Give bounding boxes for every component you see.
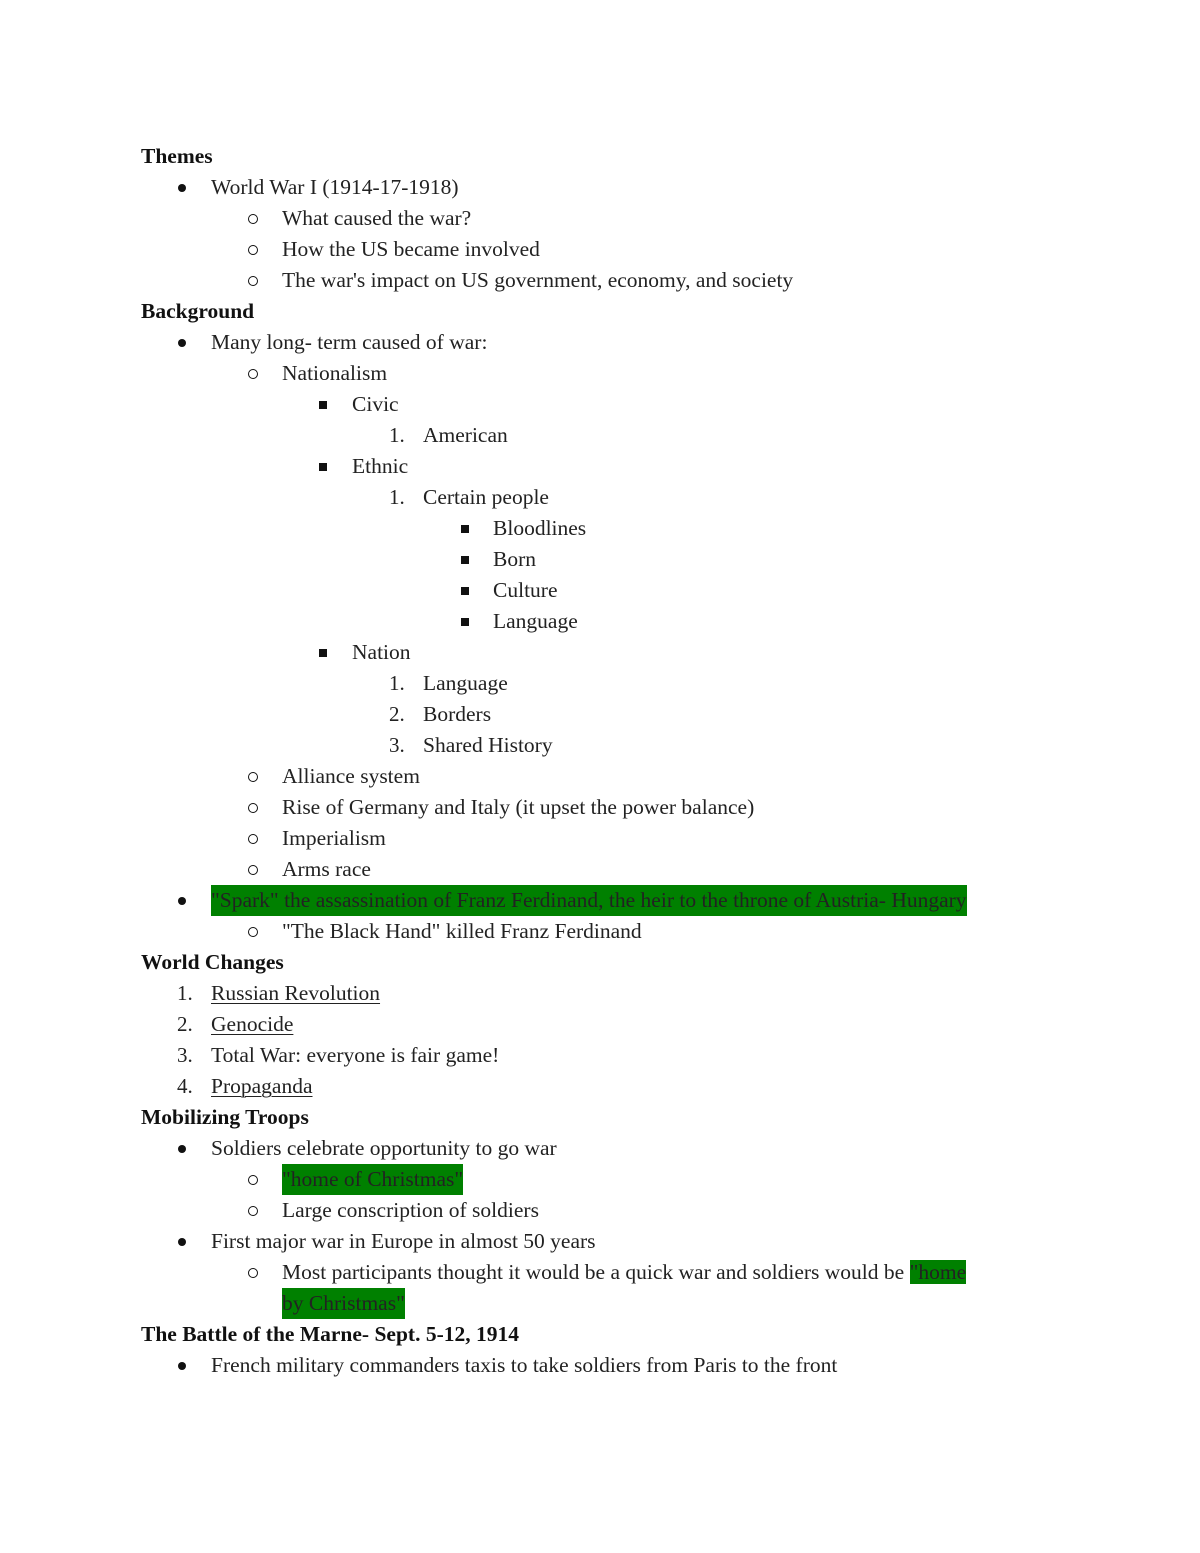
link-russian-revolution[interactable]: Russian Revolution [211,981,381,1005]
highlighted-text: "Spark" the assassination of Franz Ferdinand, the heir to the throne of Austria- Hungary [211,885,967,916]
circle-bullet-icon [248,214,258,224]
bullet-icon [178,1238,186,1246]
list-item: Arms race [141,854,1081,885]
list-item: Nationalism [141,358,1081,389]
circle-bullet-icon [248,772,258,782]
heading-themes: Themes [141,144,213,168]
circle-bullet-icon [248,927,258,937]
list-item: 3. Shared History [389,733,553,757]
list-item: 1. Certain people [389,485,549,509]
list-item: Imperialism [141,823,1081,854]
list-item: Ethnic [141,451,1081,482]
list-item: Many long- term caused of war: [141,327,1081,358]
heading-battle-of-the-marne: The Battle of the Marne- Sept. 5-12, 1914 [141,1322,519,1346]
list-item: French military commanders taxis to take soldiers from Paris to the front [141,1350,1081,1381]
bullet-icon [178,1362,186,1370]
list-item: Language [141,606,1081,637]
square-bullet-icon [319,401,327,409]
list-item: Nation [141,637,1081,668]
list-item [141,885,1081,916]
list-item: Culture [141,575,1081,606]
list-item: 2. Borders [389,702,492,726]
list-item: 3. Total War: everyone is fair game! [177,1043,500,1067]
circle-bullet-icon [248,245,258,255]
square-bullet-icon [319,463,327,471]
list-item: What caused the war? [141,203,1081,234]
square-bullet-icon [461,525,469,533]
circle-bullet-icon [248,803,258,813]
circle-bullet-icon [248,865,258,875]
list-item: Rise of Germany and Italy (it upset the power balance) [141,792,1081,823]
list-item: 1. American [389,423,508,447]
list-item: First major war in Europe in almost 50 years [141,1226,1081,1257]
list-item: The war's impact on US government, economy, and society [141,265,1081,296]
square-bullet-icon [461,618,469,626]
square-bullet-icon [461,556,469,564]
bullet-icon [178,1145,186,1153]
list-item: Bloodlines [141,513,1081,544]
list-item: How the US became involved [141,234,1081,265]
bullet-icon [178,184,186,192]
heading-mobilizing-troops: Mobilizing Troops [141,1105,309,1129]
circle-bullet-icon [248,1206,258,1216]
list-item: 4. Propaganda [141,1071,1081,1102]
bullet-icon [178,897,186,905]
link-propaganda[interactable]: Propaganda [211,1074,313,1098]
list-item: Large conscription of soldiers [141,1195,1081,1226]
highlighted-text: "home of Christmas" [282,1164,463,1195]
circle-bullet-icon [248,1175,258,1185]
list-item [141,1164,1081,1195]
list-item-continued [141,1288,1081,1319]
list-item: World War I (1914-17-1918) [141,172,1081,203]
document-body [141,141,1081,1381]
highlighted-text: by Christmas" [282,1288,405,1319]
circle-bullet-icon [248,276,258,286]
heading-world-changes: World Changes [141,950,284,974]
list-item: 1. Russian Revolution [141,978,1081,1009]
square-bullet-icon [319,649,327,657]
highlighted-text: "home [909,1260,967,1284]
square-bullet-icon [461,587,469,595]
circle-bullet-icon [248,369,258,379]
list-item: Alliance system [141,761,1081,792]
list-item: Born [141,544,1081,575]
bullet-icon [178,339,186,347]
heading-background: Background [141,299,255,323]
list-item: Civic [141,389,1081,420]
circle-bullet-icon [248,1268,258,1278]
list-item: Soldiers celebrate opportunity to go war [141,1133,1081,1164]
list-item: 1. Language [389,671,508,695]
list-item: 2. Genocide [141,1009,1081,1040]
list-item: "The Black Hand" killed Franz Ferdinand [141,916,1081,947]
link-genocide[interactable]: Genocide [211,1012,294,1036]
circle-bullet-icon [248,834,258,844]
list-item: Most participants thought it would be a quick war and soldiers would be "home [141,1257,1081,1288]
